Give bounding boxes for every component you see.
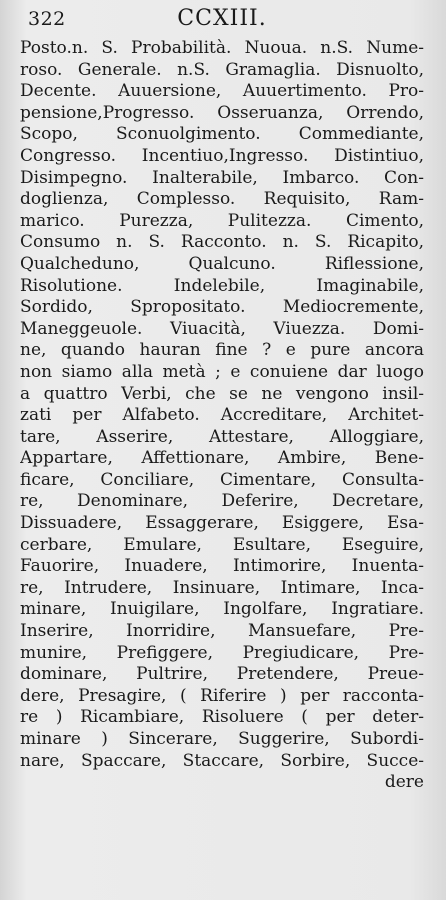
- text-line: dominare, Pultrire, Pretendere, Preue-: [20, 664, 424, 685]
- body-text: [20, 38, 424, 794]
- text-line: ficare, Conciliare, Cimentare, Consulta-: [20, 469, 424, 490]
- page-header: [20, 6, 424, 36]
- text-line: dere, Presagire, ( Riferire ) per racconta-: [20, 685, 424, 706]
- text-line: pensione,Progresso. Osseruanza, Orrendo,: [20, 102, 424, 123]
- text-line: Disimpegno. Inalterabile, Imbarco. Con-: [20, 167, 424, 188]
- text-line: Fauorire, Inuadere, Intimorire, Inuenta-: [20, 556, 424, 577]
- text-line: Decente. Auuersione, Auuertimento. Pro-: [20, 81, 424, 102]
- text-line: doglienza, Complesso. Requisito, Ram-: [20, 189, 424, 210]
- text-line: nare, Spaccare, Staccare, Sorbire, Succe-: [20, 750, 424, 771]
- text-line: tare, Asserire, Attestare, Alloggiare,: [20, 426, 424, 447]
- text-line: Congresso. Incentiuo,Ingresso. Distintiuo,: [20, 145, 424, 166]
- text-line: non siamo alla metà ; e conuiene dar luogo: [20, 361, 424, 382]
- text-line: a quattro Verbi, che se ne vengono insil-: [20, 383, 424, 404]
- text-line: Sordido, Spropositato. Mediocremente,: [20, 297, 424, 318]
- text-line: zati per Alfabeto. Accreditare, Architet-: [20, 405, 424, 426]
- text-line: re ) Ricambiare, Risoluere ( per deter-: [20, 707, 424, 728]
- text-line: dere: [384, 772, 424, 793]
- text-line: munire, Prefiggere, Pregiudicare, Pre-: [20, 642, 424, 663]
- text-line: re, Denominare, Deferire, Decretare,: [20, 491, 424, 512]
- text-line: Scopo, Sconuolgimento. Commediante,: [20, 124, 424, 145]
- text-line: roso. Generale. n.S. Gramaglia. Disnuolto,: [20, 59, 424, 80]
- page-number: 322: [28, 8, 66, 30]
- text-line: Consumo n. S. Racconto. n. S. Ricapito,: [20, 232, 424, 253]
- text-line: Inserire, Inorridire, Mansuefare, Pre-: [20, 621, 424, 642]
- running-head: CCXIII.: [177, 6, 267, 31]
- text-line: ne, quando hauran fine ? e pure ancora: [20, 340, 424, 361]
- text-line: cerbare, Emulare, Esultare, Eseguire,: [20, 534, 424, 555]
- text-line: minare, Inuigilare, Ingolfare, Ingratiare.: [20, 599, 424, 620]
- text-line: Posto.n. S. Probabilità. Nuoua. n.S. Nume-: [20, 38, 424, 58]
- text-line: Qualcheduno, Qualcuno. Riflessione,: [20, 253, 424, 274]
- text-line: Risolutione. Indelebile, Imaginabile,: [20, 275, 424, 296]
- text-line: re, Intrudere, Insinuare, Intimare, Inca-: [20, 577, 424, 598]
- text-line: Appartare, Affettionare, Ambire, Bene-: [20, 448, 424, 469]
- text-line: marico. Purezza, Pulitezza. Cimento,: [20, 210, 424, 231]
- text-line: Dissuadere, Essaggerare, Esiggere, Esa-: [20, 513, 424, 534]
- text-line: Maneggeuole. Viuacità, Viuezza. Domi-: [20, 318, 424, 339]
- text-line: minare ) Sincerare, Suggerire, Subordi-: [20, 729, 424, 749]
